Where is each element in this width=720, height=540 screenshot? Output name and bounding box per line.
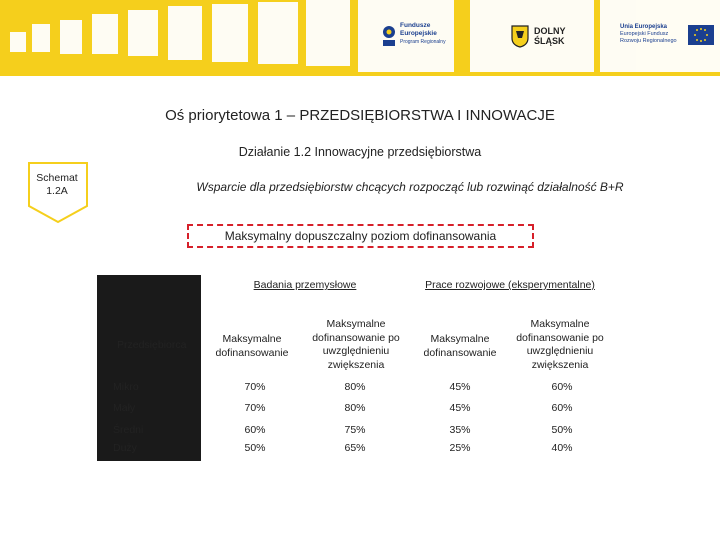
header-decoration	[0, 0, 720, 76]
fundusze-line1: Fundusze	[400, 22, 431, 29]
cell-value: 70%	[244, 402, 266, 414]
eu-logo	[620, 22, 716, 52]
row-label: Średni	[113, 424, 144, 436]
cell-value: 25%	[449, 442, 471, 454]
cell-value: 80%	[344, 402, 366, 414]
row-label: Mały	[113, 402, 136, 414]
eu-flag-icon	[688, 25, 714, 45]
column-header-2: Maksymalne dofinansowanie po uwzględnieniu zwiększenia	[312, 318, 400, 371]
column-header-1: Maksymalne dofinansowanie	[215, 333, 289, 359]
cell-value: 50%	[551, 424, 573, 436]
row-label: Mikro	[113, 381, 139, 393]
column-header-4: Maksymalne dofinansowanie po uwzględnieniu zwiększenia	[516, 318, 604, 371]
cell-value: 50%	[244, 442, 266, 454]
scheme-line1: Schemat	[36, 172, 78, 184]
cell-value: 80%	[344, 381, 366, 393]
scheme-badge	[28, 162, 90, 224]
subtitle: Wsparcie dla przedsiębiorstw chcących rozpocząć lub rozwinąć działalność B+R	[196, 180, 624, 194]
fundusze-line2: Europejskie	[400, 30, 437, 37]
eu-line1: Unia Europejska	[620, 24, 668, 30]
header-band	[0, 0, 720, 76]
column-header-3: Maksymalne dofinansowanie	[423, 333, 497, 359]
group-header-industrial: Badania przemysłowe	[253, 279, 357, 291]
fundusze-logo	[380, 22, 450, 52]
row-header-label: Przedsiębiorca	[117, 339, 187, 351]
group-header-development: Prace rozwojowe (eksperymentalne)	[425, 279, 595, 291]
cell-value: 70%	[244, 381, 266, 393]
dolny-slask-logo	[510, 24, 580, 50]
cell-value: 65%	[344, 442, 366, 454]
cell-value: 45%	[449, 402, 471, 414]
eu-line3: Rozwoju Regionalnego	[620, 38, 677, 44]
cell-value: 40%	[551, 442, 573, 454]
cell-value: 60%	[244, 424, 266, 436]
dolny-slask-line1: DOLNY	[534, 26, 566, 36]
fundusze-star-icon	[380, 24, 398, 50]
priority-title: Oś priorytetowa 1 – PRZEDSIĘBIORSTWA I INNOWACJE	[165, 107, 555, 124]
cell-value: 35%	[449, 424, 471, 436]
scheme-line2: 1.2A	[46, 185, 68, 197]
cell-value: 60%	[551, 402, 573, 414]
fundusze-line3: Program Regionalny	[400, 39, 446, 45]
cell-value: 45%	[449, 381, 471, 393]
cell-value: 60%	[551, 381, 573, 393]
row-label: Duży	[113, 442, 137, 454]
dolny-slask-line2: ŚLĄSK	[534, 36, 565, 46]
cell-value: 75%	[344, 424, 366, 436]
eu-line2: Europejski Fundusz	[620, 31, 669, 37]
action-title: Działanie 1.2 Innowacyjne przedsiębiorstwa	[238, 145, 482, 159]
max-level-banner: Maksymalny dopuszczalny poziom dofinansowania	[187, 224, 534, 248]
coat-of-arms-icon	[510, 24, 530, 48]
